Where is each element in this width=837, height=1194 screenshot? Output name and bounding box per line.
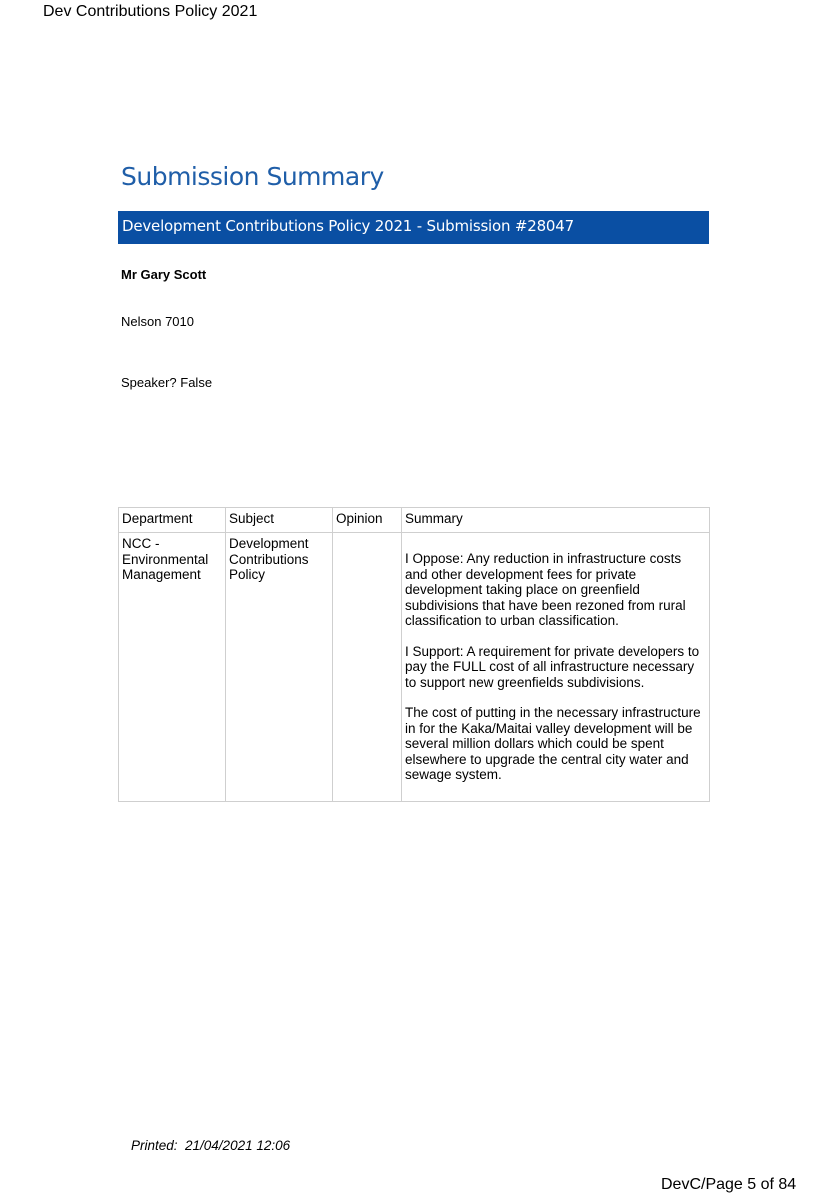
submission-banner: Development Contributions Policy 2021 - Submission #28047 — [118, 211, 709, 244]
speaker-status: Speaker? False — [121, 375, 213, 390]
submitter-address: Nelson 7010 — [121, 314, 194, 329]
cell-department: NCC - Environmental Management — [119, 533, 226, 802]
column-header-summary: Summary — [402, 508, 710, 533]
submission-table — [118, 507, 710, 802]
summary-support: I Support: A requirement for private developers to pay the FULL cost of all infrastructure necessary to support new greenfields subdivisions. — [405, 643, 700, 690]
column-header-department: Department — [119, 508, 226, 533]
cell-summary — [402, 533, 710, 802]
submitter-name: Mr Gary Scott — [121, 267, 207, 282]
cell-subject: Development Contributions Policy — [226, 533, 333, 802]
table-row — [119, 533, 710, 802]
column-header-opinion: Opinion — [333, 508, 402, 533]
column-header-subject: Subject — [226, 508, 333, 533]
printed-timestamp: Printed: 21/04/2021 12:06 — [131, 1138, 291, 1153]
page-title: Submission Summary — [121, 162, 384, 191]
summary-cost: The cost of putting in the necessary infrastructure in for the Kaka/Maitai valley development will be several million dollars which could be spent elsewhere to upgrade the central city water and sewage system. — [405, 705, 701, 782]
document-header-title: Dev Contributions Policy 2021 — [43, 3, 258, 20]
summary-oppose: I Oppose: Any reduction in infrastructure costs and other development fees for private development taking place on greenfield subdivisions that have been rezoned from rural classification to urban classification. — [405, 551, 686, 628]
page-number: DevC/Page 5 of 84 — [661, 1176, 797, 1193]
cell-opinion — [333, 533, 402, 802]
table-header-row — [119, 508, 710, 533]
